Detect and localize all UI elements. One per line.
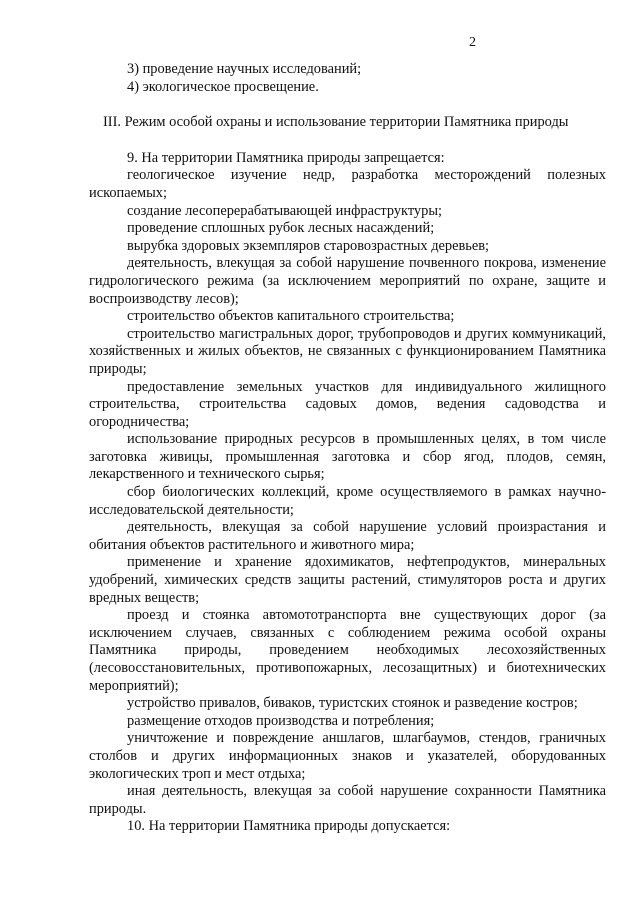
prohibition-item: строительство магистральных дорог, трубопроводов и других коммуникаций, хозяйственных и жилых объектов, не связанных с функционированием Памятника природы; — [89, 325, 606, 377]
prohibition-item: строительство объектов капитального строительства; — [127, 308, 455, 325]
prohibition-item: уничтожение и повреждение аншлагов, шлагбаумов, стендов, граничных столбов и других информационных знаков и указателей, оборудованных экологических троп и мест отдыха; — [89, 730, 606, 782]
prohibition-item: размещение отходов производства и потребления; — [127, 712, 435, 729]
list-item: 3) проведение научных исследований; — [127, 61, 362, 77]
prohibition-item: иная деятельность, влекущая за собой нарушение сохранности Памятника природы. — [89, 783, 606, 817]
section-heading: III. Режим особой охраны и использование территории Памятника природы — [103, 114, 569, 131]
prohibition-item: предоставление земельных участков для индивидуального жилищного строительства, строительства садовых домов, ведения садоводства и огородничества; — [89, 378, 606, 430]
prohibition-item: деятельность, влекущая за собой нарушение условий произрастания и обитания объектов растительного и животного мира; — [89, 519, 606, 553]
prohibition-item: деятельность, влекущая за собой нарушение почвенного покрова, изменение гидрологического режима (за исключением мероприятий по охране, защите и воспроизводству лесов); — [89, 255, 606, 307]
clause-heading: 9. На территории Памятника природы запрещается: — [127, 149, 445, 166]
prohibition-item: геологическое изучение недр, разработка месторождений полезных ископаемых; — [89, 167, 606, 201]
prohibition-item: вырубка здоровых экземпляров старовозрастных деревьев; — [127, 237, 490, 254]
prohibition-item: устройство привалов, биваков, туристских стоянок и разведение костров; — [127, 695, 578, 712]
clause-heading: 10. На территории Памятника природы допускается: — [127, 818, 451, 835]
document-body — [89, 61, 606, 836]
list-item: 4) экологическое просвещение. — [127, 78, 319, 95]
page-number: 2 — [469, 35, 476, 50]
prohibition-item: сбор биологических коллекций, кроме осуществляемого в рамках научно-исследовательской деятельности; — [89, 484, 606, 518]
prohibition-item: создание лесоперерабатывающей инфраструктуры; — [127, 202, 442, 219]
prohibition-item: проведение сплошных рубок лесных насаждений; — [127, 220, 435, 237]
prohibition-item: использование природных ресурсов в промышленных целях, в том числе заготовка живицы, промышленная заготовка и сбор ягод, плодов, семян, лекарственного и технического сырья; — [89, 431, 606, 483]
prohibition-item: проезд и стоянка автомототранспорта вне существующих дорог (за исключением случаев, связанных с соблюдением режима особой охраны Памятника природы, проведением необходимых лесохозяйственных (лесовосстановительных, противопожарных, лесозащитных) и биотехнических мероприятий); — [89, 607, 606, 694]
prohibition-item: применение и хранение ядохимикатов, нефтепродуктов, минеральных удобрений, химических средств защиты растений, стимуляторов роста и других вредных веществ; — [89, 554, 606, 606]
